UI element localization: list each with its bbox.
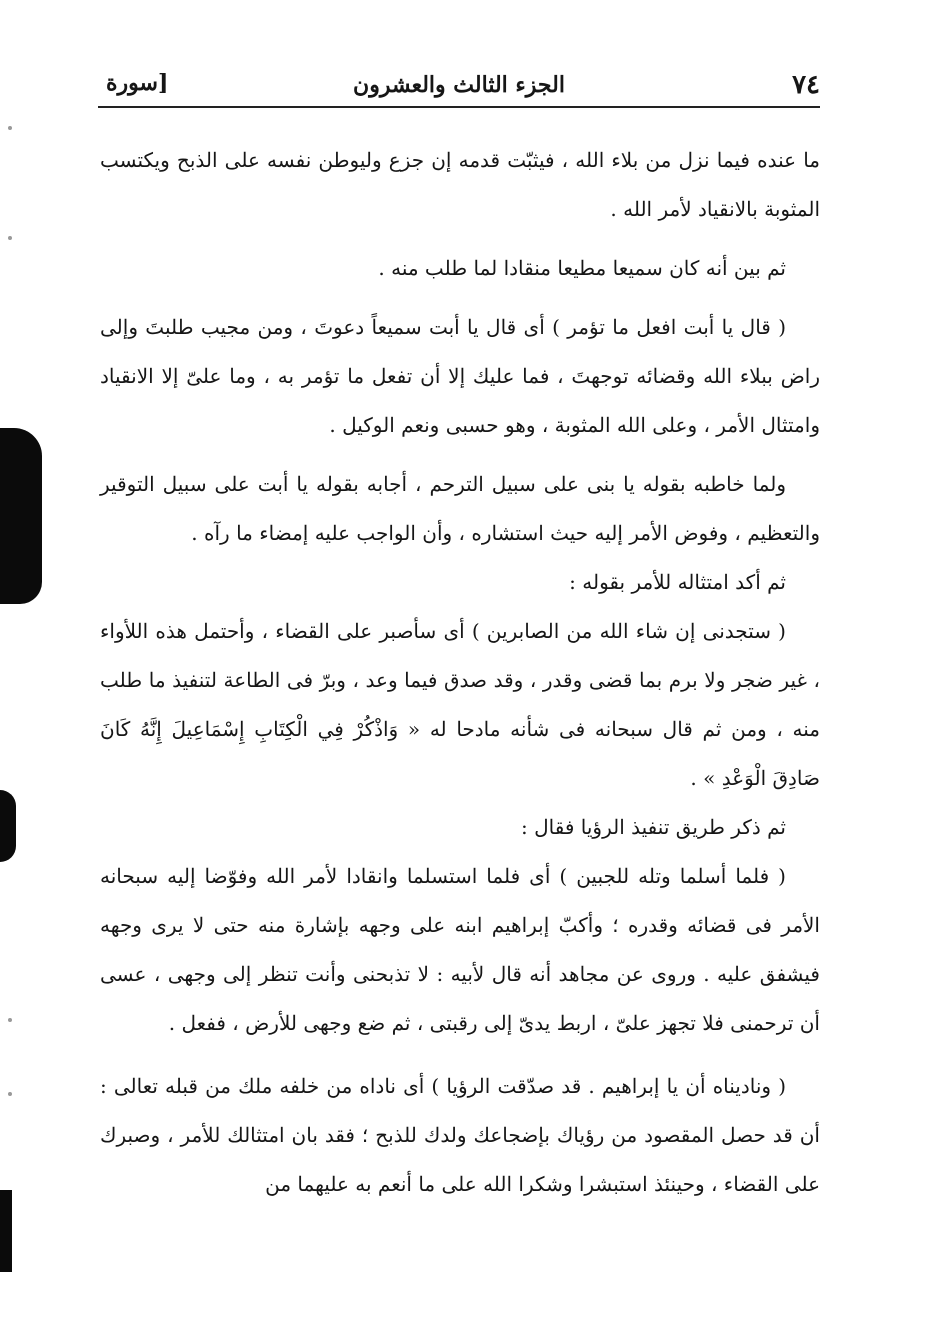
scan-binding-shadow bbox=[0, 790, 16, 862]
scan-speck bbox=[8, 126, 12, 130]
paragraph: ( وناديناه أن يا إبراهيم . قد صدّقت الرؤيا ) أى ناداه من خلفه ملك من قبله تعالى : أن قد حصل المقصود من رؤياك بإضجاعك ولدك للذبح ؛ فقد بان امتثالك للأمر ، وصبرك على القضاء ، وحينئذ استبشرا وشكرا الله على ما أنعم به عليهما من bbox=[100, 1074, 820, 1196]
scan-speck bbox=[8, 236, 12, 240]
paragraph: ما عنده فيما نزل من بلاء الله ، فيثبّت قدمه إن جزع وليوطن نفسه على الذبح ويكتسب المثوبة بالانقياد لأمر الله . bbox=[100, 148, 820, 221]
header-rule bbox=[98, 106, 820, 108]
scan-binding-shadow bbox=[0, 428, 42, 604]
surah-label: [سورة bbox=[106, 70, 169, 96]
paragraph: ثم ذكر طريق تنفيذ الرؤيا فقال : bbox=[521, 815, 786, 839]
paragraph: ( فلما أسلما وتله للجبين ) أى فلما استسلما وانقادا لأمر الله وفوّضا إليه سبحانه الأمر فى قضائه وقدره ؛ وأكبّ إبراهيم ابنه على وجهه بإشارة منه حتى لا يرى وجهه فيشفق عليه . وروى عن مجاهد أنه قال لأبيه : لا تذبحنى وأنت تنظر إلى وجهى ، عسى أن ترحمنى فلا تجهز علىّ ، اربط يدىّ إلى رقبتى ، ثم ضع وجهى للأرض ، ففعل . bbox=[100, 864, 820, 1035]
paragraph: ( ستجدنى إن شاء الله من الصابرين ) أى سأصبر على القضاء ، وأحتمل هذه اللأواء ، غير ضجر ولا برم بما قضى وقدر ، وقد صدق فيما وعد ، وبرّ فى الطاعة لتنفيذ ما طلب منه ، ومن ثم قال سبحانه فى شأنه مادحا له « وَاذْكُرْ فِي الْكِتَابِ إِسْمَاعِيلَ إِنَّهُ كَانَ صَادِقَ الْوَعْدِ » . bbox=[100, 619, 820, 790]
scan-speck bbox=[8, 1018, 12, 1022]
scan-binding-shadow bbox=[0, 1190, 12, 1272]
paragraph: ولما خاطبه بقوله يا بنى على سبيل الترحم ، أجابه بقوله يا أبت على سبيل التوقير والتعظيم ، وفوض الأمر إليه حيث استشاره ، وأن الواجب عليه إمضاء ما رآه . bbox=[100, 472, 820, 545]
paragraph: ( قال يا أبت افعل ما تؤمر ) أى قال يا أبت سميعاً دعوتَ ، ومن مجيب طلبتَ وإلى راض ببلاء الله وقضائه توجهتَ ، فما عليك إلا أن تفعل ما تؤمر به ، وما علىّ إلا الانقياد وامتثال الأمر ، وعلى الله المثوبة ، وهو حسبى ونعم الوكيل . bbox=[100, 315, 820, 437]
scan-speck bbox=[8, 1092, 12, 1096]
body-text bbox=[100, 136, 820, 1209]
running-title: الجزء الثالث والعشرون bbox=[353, 72, 565, 98]
paragraph: ثم أكد امتثاله للأمر بقوله : bbox=[569, 570, 786, 594]
page-number: ٧٤ bbox=[792, 70, 820, 100]
page-header bbox=[98, 62, 820, 108]
paragraph: ثم بين أنه كان سميعا مطيعا منقادا لما طلب منه . bbox=[378, 256, 786, 280]
